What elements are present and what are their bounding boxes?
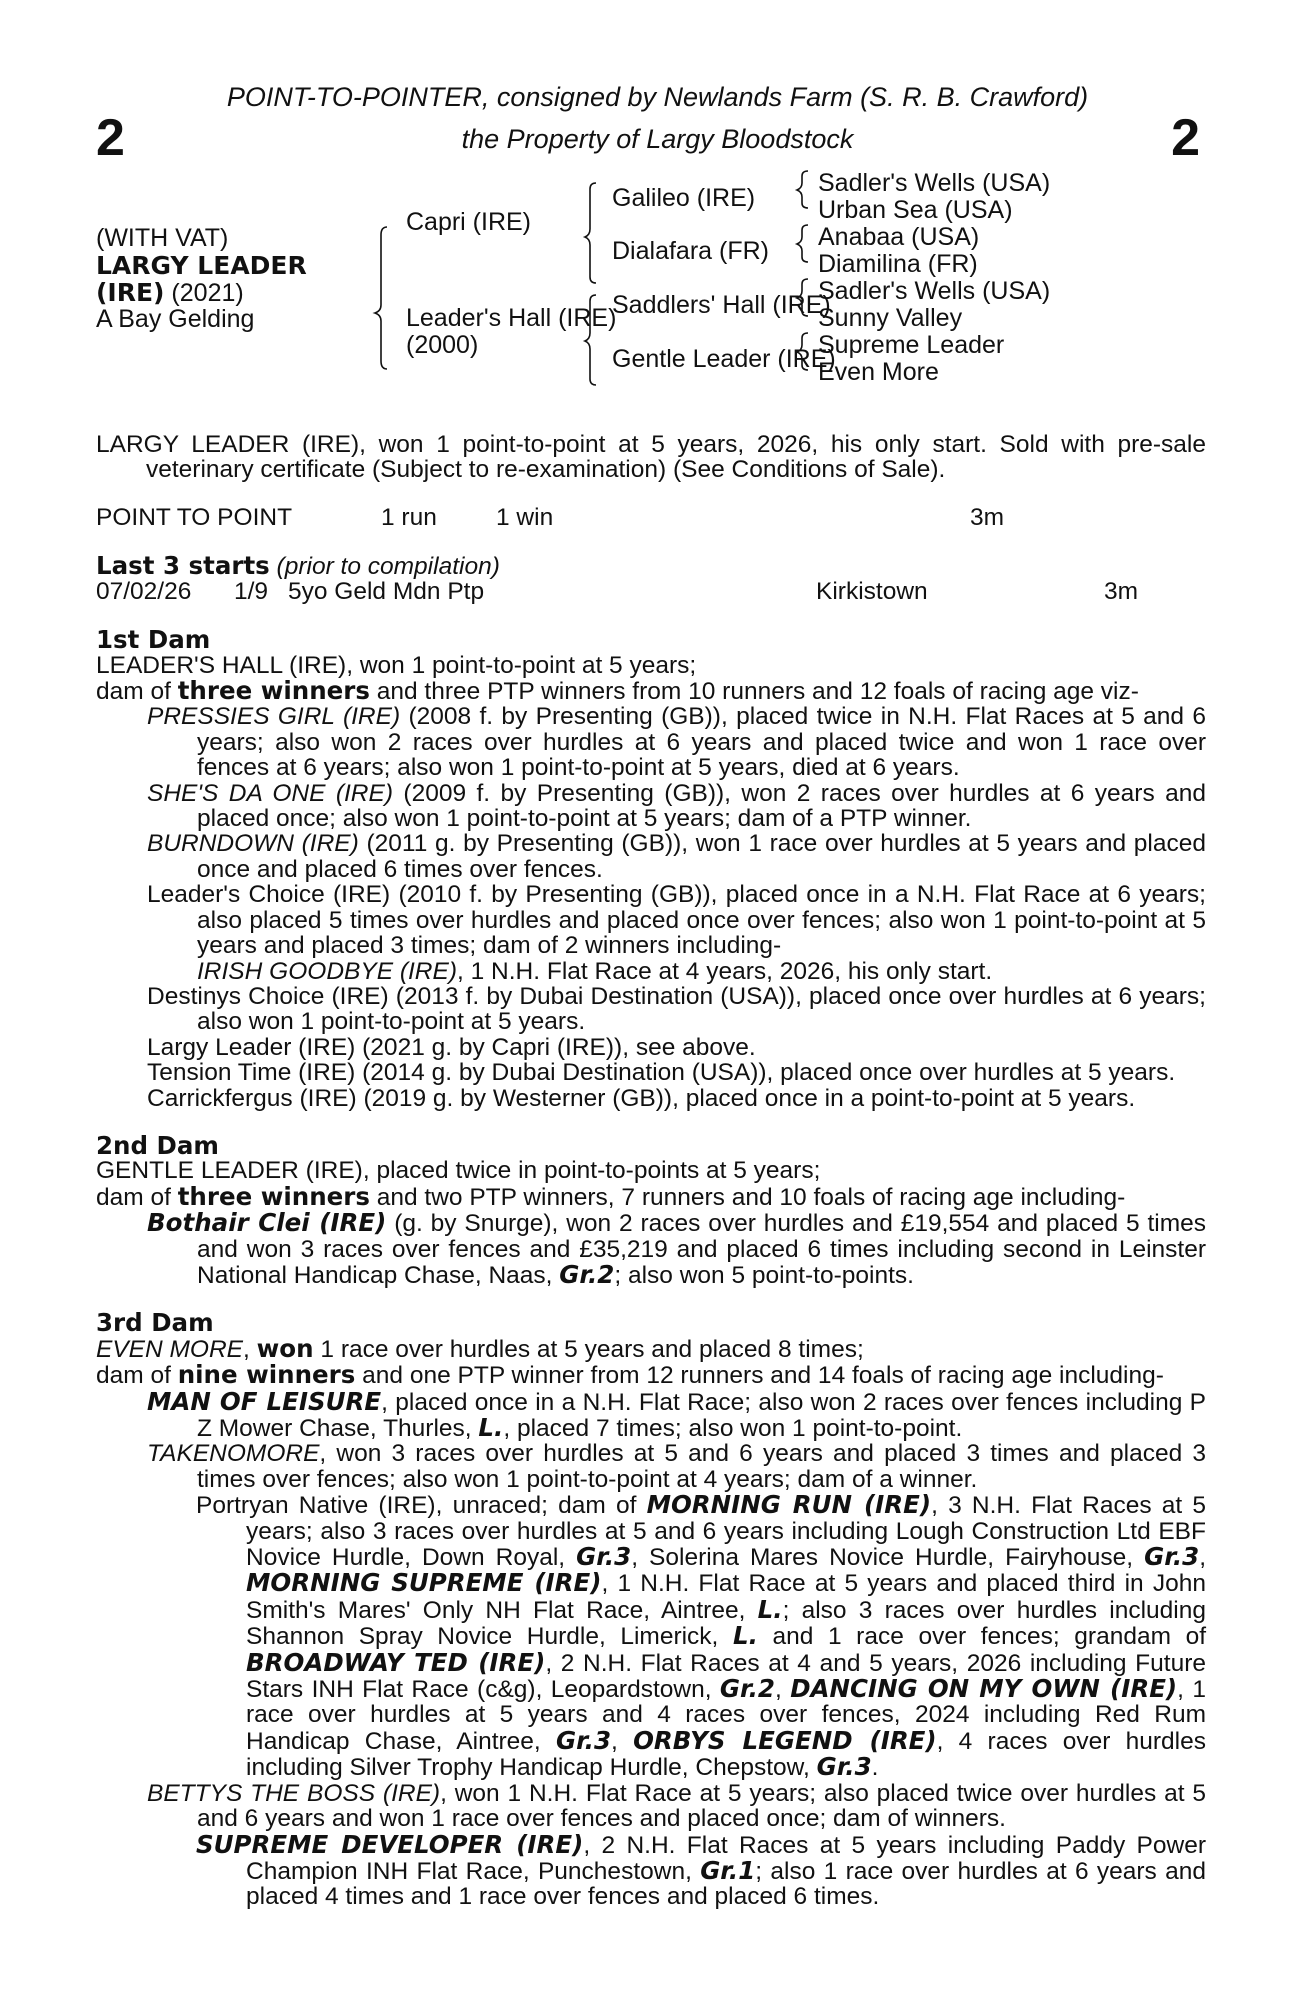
dam-sire: Saddlers' Hall (IRE) bbox=[612, 291, 831, 319]
brace-sire bbox=[585, 183, 596, 283]
second-dam-line: GENTLE LEADER (IRE), placed twice in point-to-points at 5 years; bbox=[96, 1157, 821, 1185]
lot-number-right: 2 bbox=[1171, 109, 1200, 167]
dam-dam: Gentle Leader (IRE) bbox=[612, 345, 836, 373]
dam-year: (2000) bbox=[406, 331, 479, 359]
produce-entry: Tension Time (IRE) (2014 g. by Dubai Destination (USA)), placed once over hurdles at 5 years. bbox=[147, 1059, 1176, 1087]
produce-sub-entry: SUPREME DEVELOPER (IRE), 2 N.H. Flat Races at 5 years including Paddy Power Champion INH Flat Race, Punchestown, Gr.1; also 1 race over hurdles at 6 years and placed 4 times and 1 race over fences and placed 6 times. bbox=[196, 1829, 1206, 1911]
summary-paragraph: LARGY LEADER (IRE), won 1 point-to-point at 5 years, 2026, his only start. Sold with pre-sale veterinary certificate (Subject to re-examination) (See Conditions of Sale). bbox=[96, 431, 1206, 484]
produce-entry: Leader's Choice (IRE) (2010 f. by Presenting (GB)), placed once in a N.H. Flat Race at 6 years; also placed 5 times over hurdles and placed once over fences; also won 1 point-to-point at 5 years and placed 3 times; dam of 2 winners including- bbox=[147, 881, 1206, 960]
dam: Leader's Hall (IRE) bbox=[406, 304, 617, 332]
produce-entry: TAKENOMORE, won 3 races over hurdles at 5 and 6 years and placed 3 times and placed 3 times over fences; also won 1 point-to-point at 4 years; dam of a winner. bbox=[147, 1440, 1206, 1493]
produce-sub-entry: IRISH GOODBYE (IRE), 1 N.H. Flat Race at 4 years, 2026, his only start. bbox=[197, 957, 993, 985]
sire-dam: Dialafara (FR) bbox=[612, 237, 769, 265]
record-row bbox=[96, 505, 1206, 531]
record-runs: 1 run bbox=[381, 503, 437, 531]
ancestor-8: Even More bbox=[818, 358, 939, 386]
start-distance: 3m bbox=[1104, 578, 1139, 606]
produce-entry: Bothair Clei (IRE) (g. by Snurge), won 2 races over hurdles and £19,554 and placed 5 times and won 3 races over fences and £35,219 and placed 6 times including second in Leinster National Handicap Chase, Naas, Gr.2; also won 5 point-to-points. bbox=[147, 1208, 1206, 1289]
vat-label: (WITH VAT) bbox=[96, 224, 229, 252]
lot-number-left: 2 bbox=[96, 109, 125, 167]
brace-g2 bbox=[797, 225, 808, 262]
produce-entry: BURNDOWN (IRE) (2011 g. by Presenting (GB)), won 1 race over hurdles at 5 years and placed once and placed 6 times over fences. bbox=[147, 830, 1206, 883]
consignment-title: POINT-TO-POINTER, consigned by Newlands Farm (S. R. B. Crawford) bbox=[226, 82, 1089, 112]
produce-entry: SHE'S DA ONE (IRE) (2009 f. by Presenting (GB)), won 2 races over hurdles at 6 years and placed once; also won 1 point-to-point at 5 years; dam of a PTP winner. bbox=[147, 779, 1206, 833]
third-dam-line: EVEN MORE, won 1 race over hurdles at 5 years and placed 8 times; bbox=[96, 1333, 864, 1363]
second-dam-heading: 2nd Dam bbox=[96, 1130, 219, 1160]
start-race: 5yo Geld Mdn Ptp bbox=[288, 578, 485, 606]
brace-sire-dam bbox=[375, 227, 387, 369]
record-distance: 3m bbox=[970, 503, 1005, 531]
record-label: POINT TO POINT bbox=[96, 503, 293, 531]
sire: Capri (IRE) bbox=[406, 208, 532, 236]
ancestor-2: Urban Sea (USA) bbox=[818, 196, 1013, 224]
first-dam-line: LEADER'S HALL (IRE), won 1 point-to-point at 5 years; bbox=[96, 651, 697, 679]
horse-name-suffix: (IRE) (2021) bbox=[96, 278, 244, 307]
ancestor-5: Sadler's Wells (USA) bbox=[818, 277, 1051, 305]
produce-entry: Destinys Choice (IRE) (2013 f. by Dubai Destination (USA)), placed once over hurdles at 6 years; also won 1 point-to-point at 5 years. bbox=[147, 982, 1206, 1036]
first-dam-produce-intro: dam of three winners and three PTP winners from 10 runners and 12 foals of racing age viz- bbox=[96, 676, 1139, 706]
sire-sire: Galileo (IRE) bbox=[612, 184, 756, 212]
property-title: the Property of Largy Bloodstock bbox=[461, 124, 854, 154]
horse-description: A Bay Gelding bbox=[96, 305, 255, 333]
horse-name: LARGY LEADER bbox=[96, 251, 307, 280]
third-dam-produce-intro: dam of nine winners and one PTP winner from 12 runners and 14 foals of racing age including- bbox=[96, 1360, 1164, 1390]
ancestor-7: Supreme Leader bbox=[818, 331, 1005, 359]
ancestor-6: Sunny Valley bbox=[818, 304, 963, 332]
ancestor-4: Diamilina (FR) bbox=[818, 250, 978, 278]
produce-entry: MAN OF LEISURE, placed once in a N.H. Flat Race; also won 2 races over fences including P Z Mower Chase, Thurles, L., placed 7 times; also won 1 point-to-point. bbox=[147, 1386, 1207, 1442]
start-row bbox=[96, 579, 1206, 605]
start-position: 1/9 bbox=[234, 578, 269, 606]
ancestor-3: Anabaa (USA) bbox=[818, 223, 980, 251]
start-course: Kirkistown bbox=[816, 578, 928, 606]
third-dam-heading: 3rd Dam bbox=[96, 1308, 214, 1338]
record-wins: 1 win bbox=[496, 503, 554, 531]
first-dam-heading: 1st Dam bbox=[96, 625, 211, 655]
produce-entry: PRESSIES GIRL (IRE) (2008 f. by Presenting (GB)), placed twice in N.H. Flat Races at 5 and 6 years; also won 2 races over hurdles at 6 years and placed twice and won 1 race over fences at 6 years; also won 1 point-to-point at 5 years, died at 6 years. bbox=[147, 703, 1207, 782]
ancestor-1: Sadler's Wells (USA) bbox=[818, 169, 1051, 197]
produce-entry: Largy Leader (IRE) (2021 g. by Capri (IRE)), see above. bbox=[147, 1033, 756, 1061]
brace-g1 bbox=[797, 171, 808, 208]
produce-entry: BETTYS THE BOSS (IRE), won 1 N.H. Flat Race at 5 years; also placed twice over hurdles at 5 and 6 years and won 1 race over fences and placed once; dam of winners. bbox=[147, 1779, 1206, 1833]
start-date: 07/02/26 bbox=[96, 578, 192, 606]
produce-sub-entry: Portryan Native (IRE), unraced; dam of MORNING RUN (IRE), 3 N.H. Flat Races at 5 years; also 3 races over hurdles at 5 and 6 years including Lough Construction Ltd EBF Novice Hurdle, Down Royal, Gr.3, Solerina Mares Novice Hurdle, Fairyhouse, Gr.3, MORNING SUPREME (IRE), 1 N.H. Flat Race at 5 years and placed third in John Smith's Mares' Only NH Flat Race, Aintree, L.; also 3 races over hurdles including Shannon Spray Novice Hurdle, Limerick, L. and 1 race over fences; grandam of BROADWAY TED (IRE), 2 N.H. Flat Races at 4 and 5 years, 2026 including Future Stars INH Flat Race (c&g), Leopardstown, Gr.2, DANCING ON MY OWN (IRE), 1 race over hurdles at 5 years and 4 races over fences, 2024 including Red Rum Handicap Chase, Aintree, Gr.3, ORBYS LEGEND (IRE), 4 races over hurdles including Silver Trophy Handicap Hurdle, Chepstow, Gr.3. bbox=[196, 1490, 1207, 1782]
last-starts-heading: Last 3 starts (prior to compilation) bbox=[96, 550, 500, 580]
catalogue-body bbox=[96, 432, 1206, 1910]
pedigree-table bbox=[96, 165, 1226, 385]
produce-entry: Carrickfergus (IRE) (2019 g. by Westerner (GB)), placed once in a point-to-point at 5 years. bbox=[147, 1084, 1136, 1112]
second-dam-produce-intro: dam of three winners and two PTP winners, 7 runners and 10 foals of racing age including- bbox=[96, 1181, 1126, 1211]
